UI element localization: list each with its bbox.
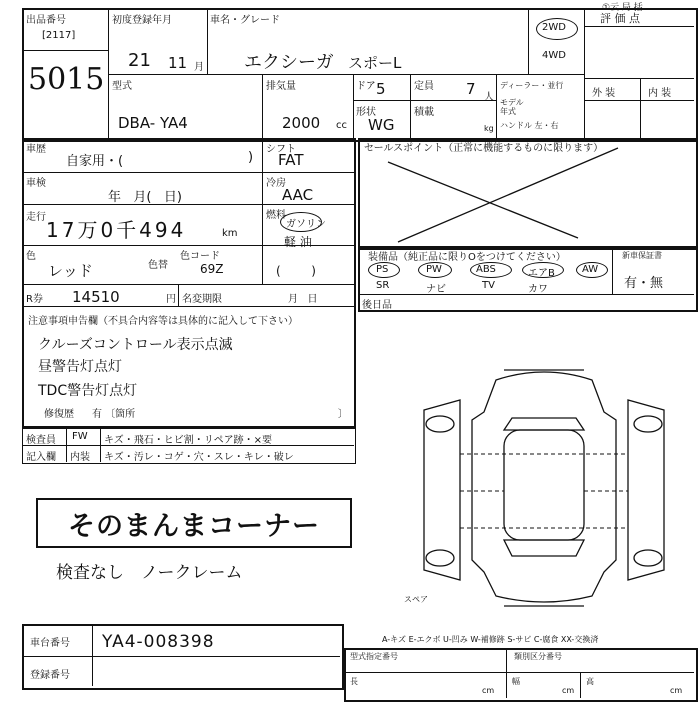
car-label: 車名・グレード <box>210 15 280 26</box>
color-change-label: 色替 <box>148 260 168 271</box>
note-line-1: クルーズコントロール表示点滅 <box>38 337 233 353</box>
height-cm: cm <box>670 686 683 695</box>
cooling: AAC <box>282 186 314 204</box>
chassis-label: 車台番号 <box>30 638 70 649</box>
equip-abs: ABS <box>476 264 496 275</box>
history-close: ) <box>248 150 254 165</box>
notes-label: 注意事項申告欄（不具合内容等は具体的に記入して下さい） <box>28 316 298 327</box>
history-value: 自家用・( <box>66 154 124 169</box>
model: DBA- YA4 <box>118 114 188 132</box>
person-unit: 人 <box>484 92 494 103</box>
name-change-value: 月 日 <box>288 294 318 305</box>
exterior-label: 外 装 <box>592 88 616 99</box>
yen-unit: 円 <box>166 294 176 305</box>
month-unit: 月 <box>194 62 204 73</box>
note-line-2: 昼警告灯点灯 <box>38 359 122 375</box>
warranty-label: 新車保証書 <box>622 251 662 260</box>
inspector-label-2: 記入欄 <box>26 452 56 463</box>
interior-label: 内 装 <box>648 88 672 99</box>
fuel-diesel: 軽 油 <box>284 235 312 249</box>
equip-ps: PS <box>376 264 389 275</box>
inspector-in-text: キズ・汚レ・コゲ・穴・スレ・キレ・破レ <box>104 452 294 463</box>
fuel-gas: ガソリン <box>286 219 326 230</box>
reg-month: 11 <box>168 54 188 72</box>
equipment-label: 装備品（純正品に限りOをつけてください） <box>368 252 566 263</box>
dealer-label: ディーラー・並行 <box>500 81 564 90</box>
type-designation: 型式指定番号 <box>350 652 398 661</box>
damage-legend: A-キズ E-エクボ U-凹み W-補修跡 S-サビ C-腐食 XX-交換済 <box>382 635 599 644</box>
height-label: 高 <box>586 677 594 686</box>
mileage: 17万0千494 <box>46 218 187 242</box>
width-cm: cm <box>562 686 575 695</box>
lot-code: [2117] <box>42 30 76 41</box>
top-right-note: ①云 局 括 <box>602 3 643 13</box>
banner-subtitle: 検査なし ノークレーム <box>56 563 243 583</box>
equip-aw: AW <box>582 264 599 275</box>
equip-navi: ナビ <box>426 284 446 295</box>
shift: FAT <box>278 151 304 169</box>
note-line-3: TDC警告灯点灯 <box>38 383 138 399</box>
handle-label: ハンドル 左・右 <box>500 121 559 130</box>
fuel-label: 燃料 <box>266 210 286 221</box>
lot-number: 5015 <box>28 62 105 97</box>
displacement: 2000 <box>282 114 321 132</box>
reg-label: 登録番号 <box>30 670 70 681</box>
inspector-fw: FW <box>72 431 88 442</box>
car-diagram <box>404 360 694 610</box>
color: レッド <box>48 262 93 280</box>
banner-title: そのまんまコーナー <box>36 498 352 548</box>
rear-seat-label: 後日品 <box>362 300 392 311</box>
cooling-label: 冷房 <box>266 178 286 189</box>
inspection-label: 車検 <box>26 178 46 189</box>
lot-label: 出品番号 <box>26 15 66 26</box>
equip-leather: カワ <box>528 284 548 295</box>
shape-label: 形状 <box>356 107 376 118</box>
equip-tv: TV <box>482 280 495 291</box>
category-number: 類別区分番号 <box>514 652 562 661</box>
doors-label: ドア <box>356 81 376 92</box>
color-label: 色 <box>26 251 36 262</box>
length-cm: cm <box>482 686 495 695</box>
model-label: 型式 <box>112 81 132 92</box>
chassis-number: YA4-008398 <box>102 632 215 652</box>
reg-year: 21 <box>128 50 151 71</box>
grade: スポーL <box>348 54 402 72</box>
color-code-label: 色コード <box>180 251 220 262</box>
model-year-label: モデル年式 <box>500 98 524 116</box>
width-label: 幅 <box>512 677 520 686</box>
capacity-label: 定員 <box>414 81 434 92</box>
spare-label: スペア <box>404 595 428 604</box>
inspector-label-1: 検査員 <box>26 435 56 446</box>
length-label: 長 <box>350 677 358 686</box>
km-unit: km <box>222 228 238 239</box>
inspection-value: 年 月( 日) <box>108 190 182 205</box>
reg-year-label: 初度登録年月 <box>112 15 172 26</box>
inspector-fw-text: キズ・飛石・ヒビ割・リペア跡・×要 <box>104 435 272 446</box>
doors: 5 <box>376 80 386 98</box>
equip-pw: PW <box>426 264 442 275</box>
drive-2wd: 2WD <box>542 22 566 33</box>
car-name: エクシーガ <box>244 52 334 73</box>
cc-unit: cc <box>336 120 347 131</box>
equip-sr: SR <box>376 280 390 291</box>
shape: WG <box>368 116 395 134</box>
equip-airbag: エアB <box>528 268 555 279</box>
sales-point-label: セールスポイント（正常に機能するものに限ります） <box>364 143 604 154</box>
repair-label: 修復歴 <box>44 409 74 420</box>
color-code: 69Z <box>200 262 224 276</box>
repair-close: 〕 <box>338 409 348 420</box>
rating-label: 評 価 点 <box>600 12 640 25</box>
kg-unit: kg <box>484 124 494 133</box>
displacement-label: 排気量 <box>266 81 296 92</box>
capacity: 7 <box>466 80 476 98</box>
name-change-label: 名変期限 <box>182 294 222 305</box>
recycle: 14510 <box>72 288 120 306</box>
recycle-label: R券 <box>26 294 43 305</box>
shift-label: シフト <box>266 144 296 155</box>
warranty-value: 有・無 <box>624 276 664 291</box>
load-label: 積載 <box>414 107 434 118</box>
mileage-label: 走行 <box>26 212 46 223</box>
history-label: 車歴 <box>26 144 46 155</box>
sales-point-cross <box>358 138 694 246</box>
fuel-paren: ( ) <box>276 264 316 278</box>
repair-value: 有 〔箇所 <box>92 409 136 420</box>
inspector-in: 内装 <box>70 452 90 463</box>
drive-4wd: 4WD <box>542 50 566 61</box>
